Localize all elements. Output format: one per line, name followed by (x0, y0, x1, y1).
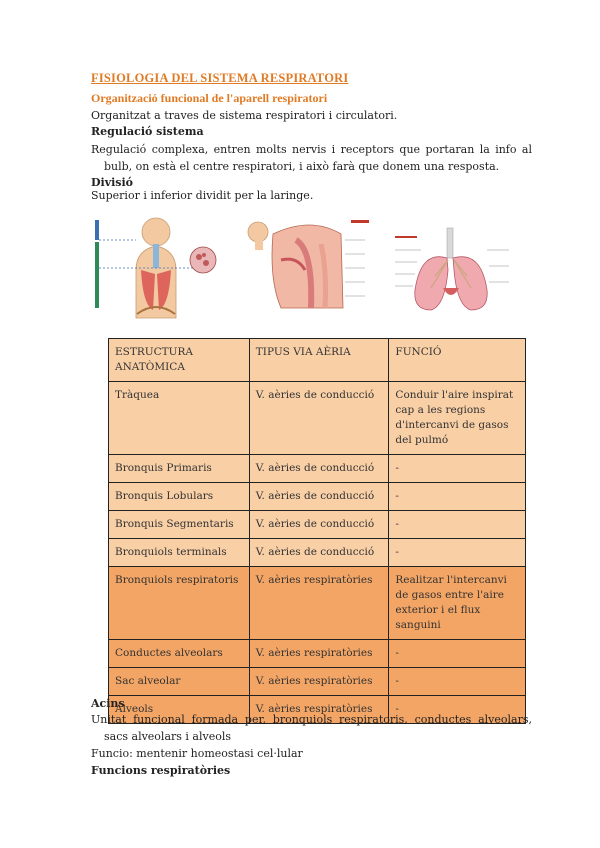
torso-respiratory-figure (91, 210, 221, 320)
table-row (109, 640, 526, 668)
cell-tipus: V. aèries de conducció (249, 382, 389, 455)
cell-tipus: V. aèries respiratòries (249, 668, 389, 696)
cell-funcio: - (389, 511, 526, 539)
cell-tipus: V. aèries respiratòries (249, 567, 389, 640)
cell-estructura: Bronquis Segmentaris (109, 511, 250, 539)
cell-tipus: V. aèries de conducció (249, 511, 389, 539)
cell-funcio: - (389, 668, 526, 696)
cell-funcio: - (389, 696, 526, 724)
header-estructura: ESTRUCTURA ANATÒMICA (109, 339, 250, 382)
table-row (109, 511, 526, 539)
document-subtitle: Organització funcional de l'aparell respiratori (91, 91, 328, 105)
cell-estructura: Bronquis Primaris (109, 455, 250, 483)
header-tipus: TIPUS VIA AÈRIA (249, 339, 389, 382)
cell-funcio: - (389, 483, 526, 511)
table-row (109, 668, 526, 696)
cell-estructura: Alveols (109, 696, 250, 724)
acins-heading: Acins (91, 697, 125, 710)
cell-funcio: - (389, 455, 526, 483)
funcions-heading: Funcions respiratòries (91, 764, 231, 777)
divisio-text: Superior i inferior dividit per la laringe. (91, 189, 314, 202)
cell-tipus: V. aèries respiratòries (249, 640, 389, 668)
table-row (109, 483, 526, 511)
table-row (109, 382, 526, 455)
cell-tipus: V. aèries de conducció (249, 455, 389, 483)
table-row (109, 539, 526, 567)
cell-funcio: - (389, 539, 526, 567)
intro-text: Organitzat a traves de sistema respiratori i circulatori. (91, 109, 398, 122)
divisio-heading: Divisió (91, 176, 133, 189)
table-row (109, 455, 526, 483)
anatomy-figures (91, 210, 511, 320)
cell-estructura: Tràquea (109, 382, 250, 455)
cell-estructura: Bronquis Lobulars (109, 483, 250, 511)
cell-tipus: V. aèries de conducció (249, 483, 389, 511)
table-row (109, 567, 526, 640)
regulacio-heading: Regulació sistema (91, 125, 204, 138)
cell-funcio: Conduir l'aire inspirat cap a les regions d'intercanvi de gasos del pulmó (389, 382, 526, 455)
upper-airway-figure (241, 210, 371, 320)
lungs-figure (391, 210, 511, 320)
acins-funcio-text: Funcio: mentenir homeostasi cel·lular (91, 747, 303, 760)
cell-tipus: V. aèries de conducció (249, 539, 389, 567)
cell-estructura: Conductes alveolars (109, 640, 250, 668)
cell-funcio: Realitzar l'intercanvi de gasos entre l'aire exterior i el flux sanguini (389, 567, 526, 640)
acins-text: Unitat funcional formada per, bronquiols respiratoris, conductes alveolars, sacs alveolars i alveols (91, 713, 532, 743)
cell-tipus: V. aèries respiratòries (249, 696, 389, 724)
cell-estructura: Bronquiols terminals (109, 539, 250, 567)
header-funcio: FUNCIÓ (389, 339, 526, 382)
document-title: FISIOLOGIA DEL SISTEMA RESPIRATORI (91, 71, 349, 85)
table-header-row (109, 339, 526, 382)
cell-funcio: - (389, 640, 526, 668)
cell-estructura: Bronquiols respiratoris (109, 567, 250, 640)
cell-estructura: Sac alveolar (109, 668, 250, 696)
regulacio-text: Regulació complexa, entren molts nervis i receptors que portaran la info al bulb, on està el centre respiratori, i això farà que donem una resposta. (91, 143, 532, 173)
respiratory-structures-table (108, 338, 526, 724)
